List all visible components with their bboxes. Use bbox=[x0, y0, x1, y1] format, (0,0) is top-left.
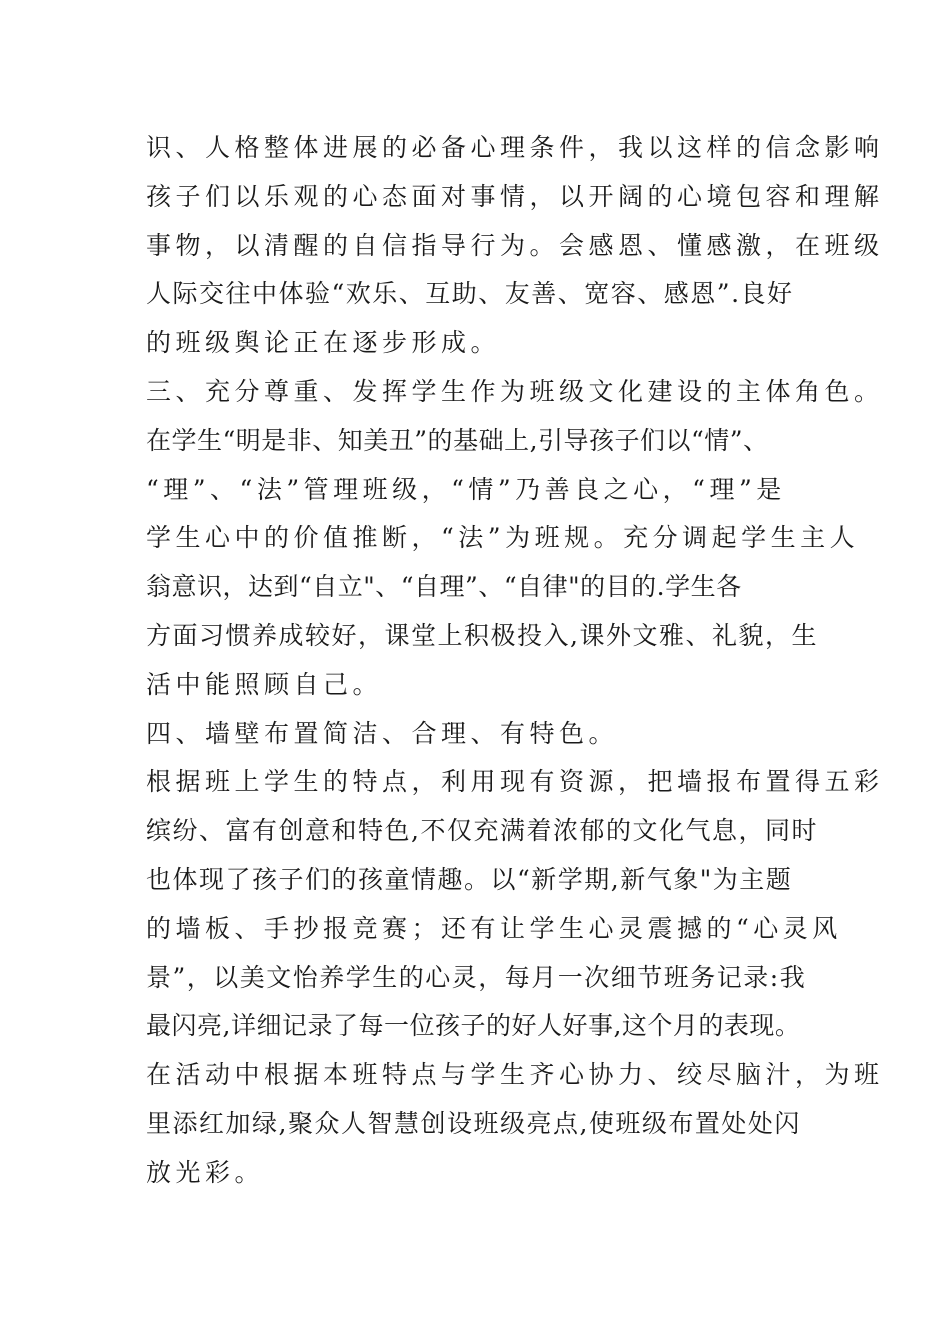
text-line: 最闪亮,详细记录了每一位孩子的好人好事,这个月的表现。 bbox=[146, 1011, 801, 1041]
text-line: 根据班上学生的特点，利用现有资源，把墙报布置得五彩 bbox=[146, 767, 884, 797]
text-line: 里添红加绿,聚众人智慧创设班级亮点,使班级布置处处闪 bbox=[146, 1108, 801, 1138]
section-heading: 四、墙壁布置简洁、合理、有特色。 bbox=[146, 718, 619, 748]
text-line: 学生心中的价值推断，“法”为班规。充分调起学生主人 bbox=[146, 523, 860, 553]
section-heading: 三、充分尊重、发挥学生作为班级文化建设的主体角色。 bbox=[146, 376, 884, 406]
text-line: 方面习惯养成较好，课堂上积极投入,课外文雅、礼貌，生 bbox=[146, 620, 818, 650]
text-line: 景”，以美文怡养学生的心灵，每月一次细节班务记录:我 bbox=[146, 962, 807, 992]
text-line: 缤纷、富有创意和特色,不仅充满着浓郁的文化气息，同时 bbox=[146, 816, 818, 846]
text-line: 在学生“明是非、知美丑”的基础上,引导孩子们以“情”、 bbox=[146, 425, 769, 455]
text-line: 孩子们以乐观的心态面对事情，以开阔的心境包容和理解 bbox=[146, 181, 884, 211]
text-line: 的班级舆论正在逐步形成。 bbox=[146, 328, 501, 358]
text-line: 识、人格整体进展的必备心理条件，我以这样的信念影响 bbox=[146, 133, 884, 162]
text-line: 在活动中根据本班特点与学生齐心协力、绞尽脑汁，为班 bbox=[146, 1060, 884, 1090]
text-line: 人际交往中体验“欢乐、互助、友善、宽容、感恩”.良好 bbox=[146, 279, 794, 309]
text-line: “理”、“法”管理班级，“情”乃善良之心，“理”是 bbox=[146, 474, 786, 504]
text-line: 也体现了孩子们的孩童情趣。以“新学期,新气象"为主题 bbox=[146, 864, 793, 894]
text-line: 的墙板、手抄报竞赛；还有让学生心灵震撼的“心灵风 bbox=[146, 913, 842, 943]
text-line: 活中能照顾自己。 bbox=[146, 669, 383, 699]
text-line: 事物，以清醒的自信指导行为。会感恩、懂感激，在班级 bbox=[146, 230, 884, 260]
text-line: 翁意识，达到“自立"、“自理”、“自律"的目的.学生各 bbox=[146, 572, 742, 602]
document-body bbox=[146, 124, 884, 1198]
text-line: 放光彩。 bbox=[146, 1157, 265, 1187]
